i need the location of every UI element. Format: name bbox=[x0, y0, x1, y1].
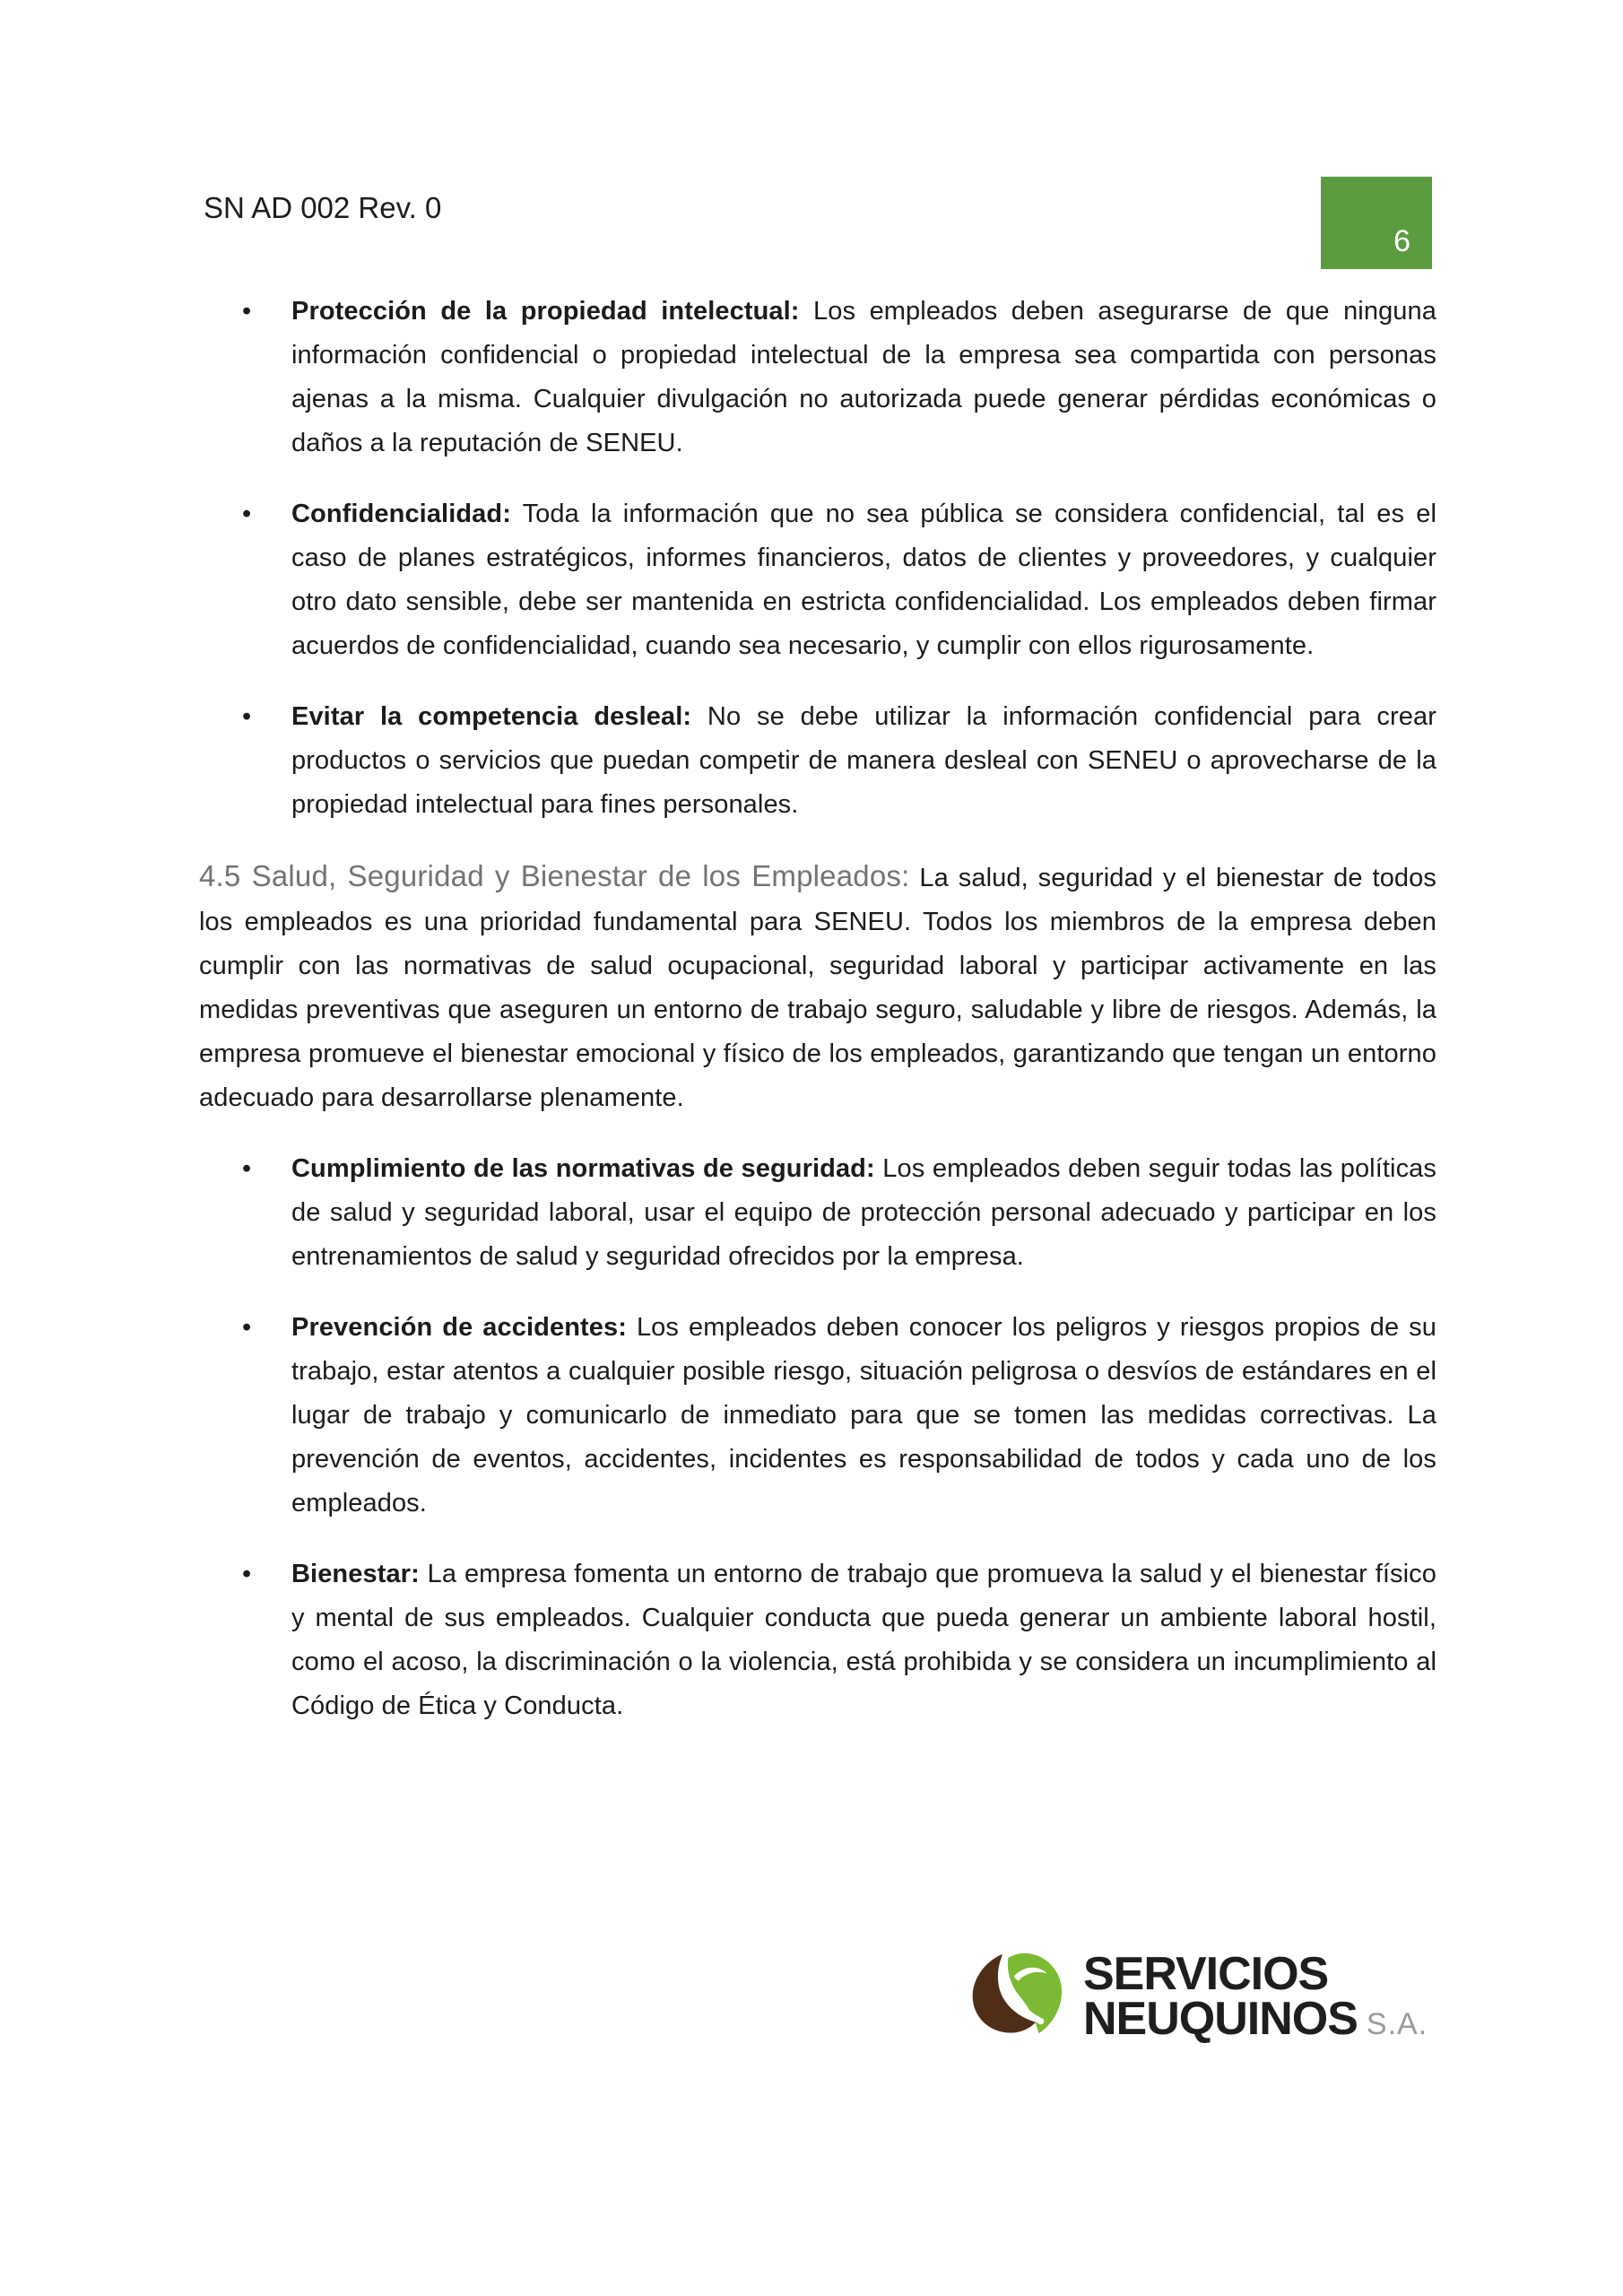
bullet-lead: Evitar la competencia desleal: bbox=[291, 702, 692, 731]
page-number: 6 bbox=[1393, 224, 1410, 258]
logo-suffix: S.A. bbox=[1366, 2007, 1428, 2041]
bullet-text bbox=[291, 1552, 1436, 1728]
section-heading: 4.5 Salud, Seguridad y Bienestar de los Empleados: bbox=[199, 859, 910, 892]
bullet-body: Los empleados deben conocer los peligros y riesgos propios de su trabajo, estar atentos a cualquier posible riesgo, situación peligrosa o desvíos de estándares en el lugar de trabajo y comunicarlo de inmediato para que se tomen las medidas correctivas. La prevención de eventos, accidentes, incidentes es responsabilidad de todos y cada uno de los empleados. bbox=[291, 1313, 1436, 1518]
bullet-icon: • bbox=[242, 1154, 252, 1183]
bullet-body: Los empleados deben seguir todas las políticas de salud y seguridad laboral, usar el equipo de protección personal adecuado y participar en los entrenamientos de salud y seguridad ofrecidos por la empresa. bbox=[291, 1154, 1436, 1271]
bullet-body: La empresa fomenta un entorno de trabajo que promueva la salud y el bienestar físico y mental de sus empleados. Cualquier conducta que pueda generar un ambiente laboral hostil, como el acoso, la discriminación o la violencia, está prohibida y se considera un incumplimiento al Código de Ética y Conducta. bbox=[291, 1560, 1436, 1720]
list-item bbox=[199, 1306, 1436, 1526]
document-body bbox=[199, 290, 1436, 1755]
bullet-text bbox=[291, 1147, 1436, 1279]
list-item bbox=[199, 1147, 1436, 1279]
section-body: La salud, seguridad y el bienestar de todos los empleados es una prioridad fundamental para SENEU. Todos los miembros de la empresa deben cumplir con las normativas de salud ocupacional, seguridad laboral y participar activamente en las medidas preventivas que aseguren un entorno de trabajo seguro, saludable y libre de riesgos. Además, la empresa promueve el bienestar emocional y físico de los empleados, garantizando que tengan un entorno adecuado para desarrollarse plenamente. bbox=[199, 864, 1436, 1112]
bullet-icon: • bbox=[242, 1560, 252, 1588]
bullet-icon: • bbox=[242, 297, 252, 326]
bullet-text bbox=[291, 1306, 1436, 1526]
bullet-lead: Prevención de accidentes: bbox=[291, 1313, 627, 1342]
list-item bbox=[199, 695, 1436, 827]
bullet-text bbox=[291, 290, 1436, 465]
bullet-icon: • bbox=[242, 500, 252, 528]
bullet-lead: Bienestar: bbox=[291, 1560, 420, 1588]
leaf-bean-logo-icon bbox=[967, 1943, 1065, 2048]
bullet-lead: Protección de la propiedad intelectual: bbox=[291, 297, 800, 326]
bullet-text bbox=[291, 695, 1436, 827]
bullet-text bbox=[291, 492, 1436, 668]
list-item bbox=[199, 290, 1436, 465]
bullet-body: Toda la información que no sea pública se considera confidencial, tal es el caso de planes estratégicos, informes financieros, datos de clientes y proveedores, y cualquier otro dato sensible, debe ser mantenida en estricta confidencialidad. Los empleados deben firmar acuerdos de confidencialidad, cuando sea necesario, y cumplir con ellos rigurosamente. bbox=[291, 500, 1436, 660]
logo-line2 bbox=[1083, 1993, 1428, 2047]
bullet-icon: • bbox=[242, 1313, 252, 1342]
logo-line2-text: NEUQUINOS bbox=[1083, 1993, 1358, 2045]
doc-code: SN AD 002 Rev. 0 bbox=[204, 191, 442, 224]
page-number-badge bbox=[1321, 177, 1432, 269]
bullet-lead: Confidencialidad: bbox=[291, 500, 511, 528]
list-item bbox=[199, 1552, 1436, 1728]
bullet-lead: Cumplimiento de las normativas de seguridad: bbox=[291, 1154, 875, 1183]
section-paragraph bbox=[199, 854, 1436, 1120]
company-logo bbox=[967, 1943, 1428, 2048]
bullet-icon: • bbox=[242, 702, 252, 731]
logo-line1: SERVICIOS bbox=[1083, 1948, 1329, 2000]
bullet-body: No se debe utilizar la información confidencial para crear productos o servicios que puedan competir de manera desleal con SENEU o aprovecharse de la propiedad intelectual para fines personales. bbox=[291, 702, 1436, 819]
bullet-body: Los empleados deben asegurarse de que ninguna información confidencial o propiedad intelectual de la empresa sea compartida con personas ajenas a la misma. Cualquier divulgación no autorizada puede generar pérdidas económicas o daños a la reputación de SENEU. bbox=[291, 297, 1436, 457]
list-item bbox=[199, 492, 1436, 668]
logo-wordmark bbox=[1083, 1948, 1428, 2047]
